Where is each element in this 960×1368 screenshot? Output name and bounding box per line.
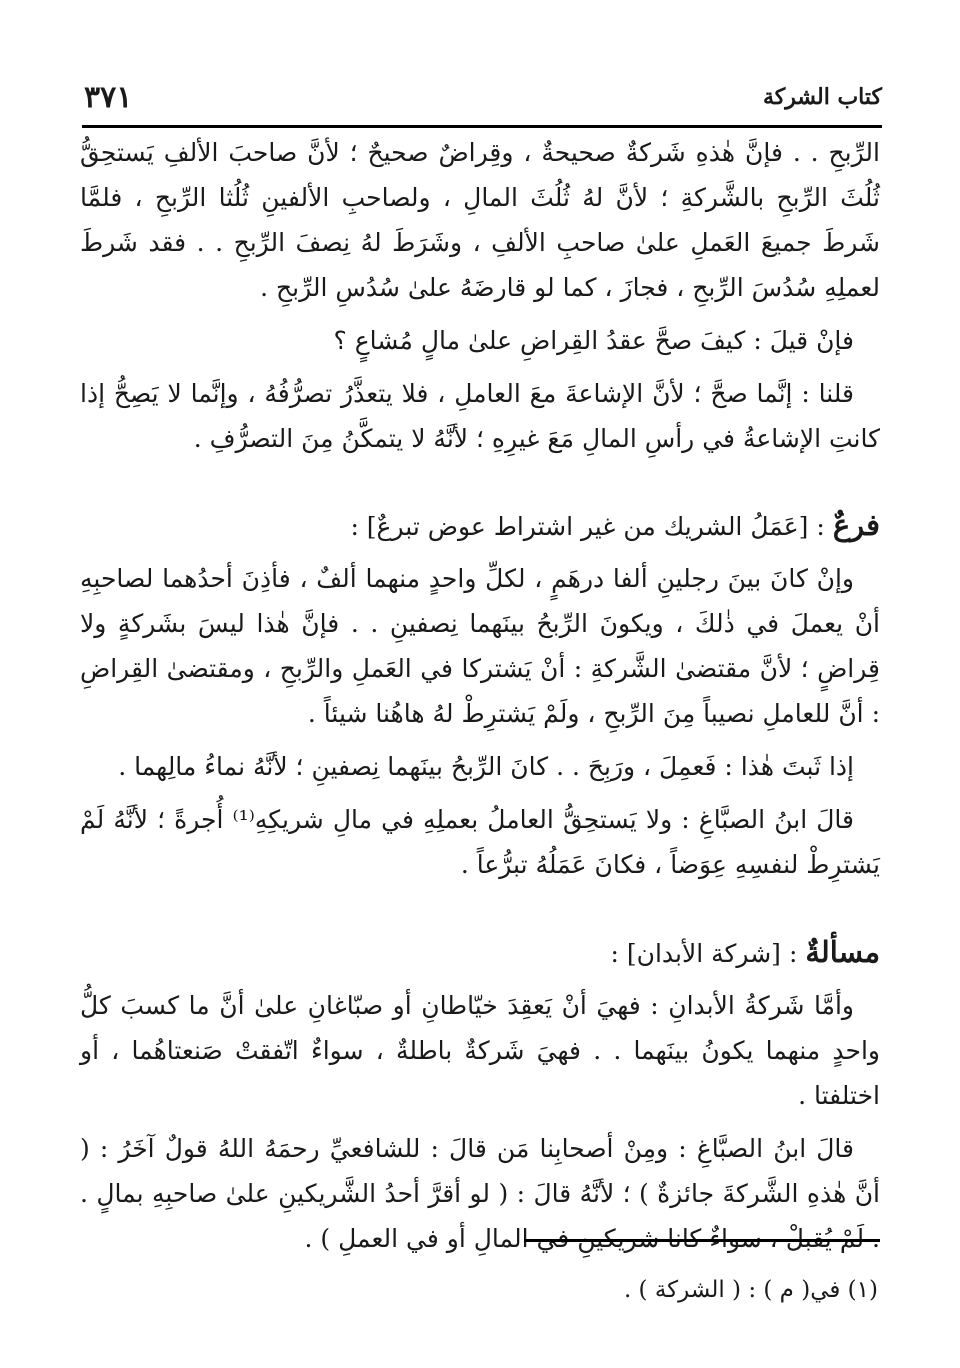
- paragraph: قالَ ابنُ الصبَّاغِ : ولا يَستحِقُّ العاملُ بعملِهِ في مالِ شريكِهِ⁽¹⁾ أُجرةً ؛ لأنَّهُ لَمْ يَشترِطْ لنفسِهِ عِوَضاً ، فكانَ عَمَلُهُ تبرُّعاً .: [80, 805, 880, 879]
- paragraph: فإنْ قيلَ : كيفَ صحَّ عقدُ القِراضِ علىٰ مالٍ مُشاعٍ ؟: [333, 326, 854, 355]
- section-body: [80, 130, 880, 461]
- book-title: كتاب الشركة: [762, 84, 882, 110]
- paragraph: وأمَّا شَركةُ الأبدانِ : فهيَ أنْ يَعقِدَ خيّاطانِ أو صبّاغانِ علىٰ أنَّ ما كسبَ كلُّ واحدٍ منهما يكونُ بينَهما . . فهيَ شَركةٌ باطلةٌ ، سواءٌ اتّفقتْ صَنعتاهُما ، أو اختلفتا .: [80, 991, 880, 1110]
- footnote: (١) في( م ) : ( الشركة ) .: [623, 1277, 878, 1303]
- paragraph: إذا ثَبتَ هٰذا : فَعمِلَ ، ورَبِحَ . . كانَ الرِّبحُ بينَهما نِصفينِ ؛ لأنَّهُ نماءُ مالِهما .: [118, 752, 854, 781]
- paragraph: وإنْ كانَ بينَ رجلينِ ألفا درهَمٍ ، لكلِّ واحدٍ منهما ألفٌ ، فأذِنَ أحدُهما لصاحبِهِ أنْ يعملَ في ذٰلكَ ، ويكونَ الرِّبحُ بينَهما نِصفينِ . . فإنَّ هٰذا ليسَ بشَركةٍ ولا قِراضٍ ؛ لأنَّ مقتضىٰ الشَّركةِ : أنْ يَشتركا في العَملِ والرِّبحِ ، ومقتضىٰ القِراضِ : أنَّ للعاملِ نصيباً مِنَ الرِّبحِ ، ولَمْ يَشترِطْ لهُ هاهُنا شيئاً .: [80, 564, 880, 728]
- issue-heading: [80, 930, 880, 976]
- paragraph: الرِّبحِ . . فإنَّ هٰذهِ شَركةٌ صحيحةٌ ، وقِراضٌ صحيحٌ ؛ لأنَّ صاحبَ الألفِ يَستحِقُّ ثُلُثَ الرِّبحِ بالشَّركةِ ؛ لأنَّ لهُ ثُلُثَ المالِ ، ولصاحبِ الألفينِ ثُلُثا الرِّبحِ ، فلمَّا شَرطَ جميعَ العَملِ علىٰ صاحبِ الألفِ ، وشَرَطَ لهُ نِصفَ الرِّبحِ . . فقد شَرطَ لعملِهِ سُدُسَ الرِّبحِ ، فجازَ ، كما لو قارضَهُ علىٰ سُدُسِ الرِّبحِ .: [80, 138, 880, 302]
- issue-label: مسألةٌ: [805, 935, 880, 969]
- paragraph: قالَ ابنُ الصبَّاغِ : ومِنْ أصحابِنا مَن قالَ : للشافعيِّ رحمَهُ اللهُ قولٌ آخَرُ : ( أنَّ هٰذهِ الشَّركةَ جائزةٌ ) ؛ لأنَّهُ قالَ : ( لو أقرَّ أحدُ الشَّريكينِ علىٰ صاحبِهِ بمالٍ . . لَمْ يُقبلْ ، سواءٌ كانا شريكينِ في المالِ أو في العملِ ) .: [80, 1134, 880, 1253]
- paragraph: قلنا : إنَّما صحَّ ؛ لأنَّ الإشاعةَ معَ العاملِ ، فلا يتعذَّرُ تصرُّفُهُ ، وإنَّما لا يَصِحُّ إذا كانتِ الإشاعةُ في رأسِ المالِ مَعَ غيرِهِ ؛ لأنَّهُ لا يتمكَّنُ مِنَ التصرُّفِ .: [80, 379, 880, 453]
- running-head: [84, 80, 882, 120]
- page-number: ٣٧١: [84, 80, 133, 115]
- branch-label: فرعٌ: [832, 508, 880, 542]
- heading-separator: :: [816, 512, 825, 541]
- issue-title: [شركة الأبدان] :: [610, 939, 781, 968]
- footnote-rule: [524, 1239, 880, 1242]
- branch-title: [عَمَلُ الشريك من غير اشتراط عوض تبرعٌ] :: [350, 512, 809, 541]
- branch-body: [80, 556, 880, 887]
- heading-separator: :: [788, 939, 798, 968]
- header-rule: [82, 125, 882, 128]
- issue-body: [80, 983, 880, 1261]
- branch-heading: [80, 503, 880, 549]
